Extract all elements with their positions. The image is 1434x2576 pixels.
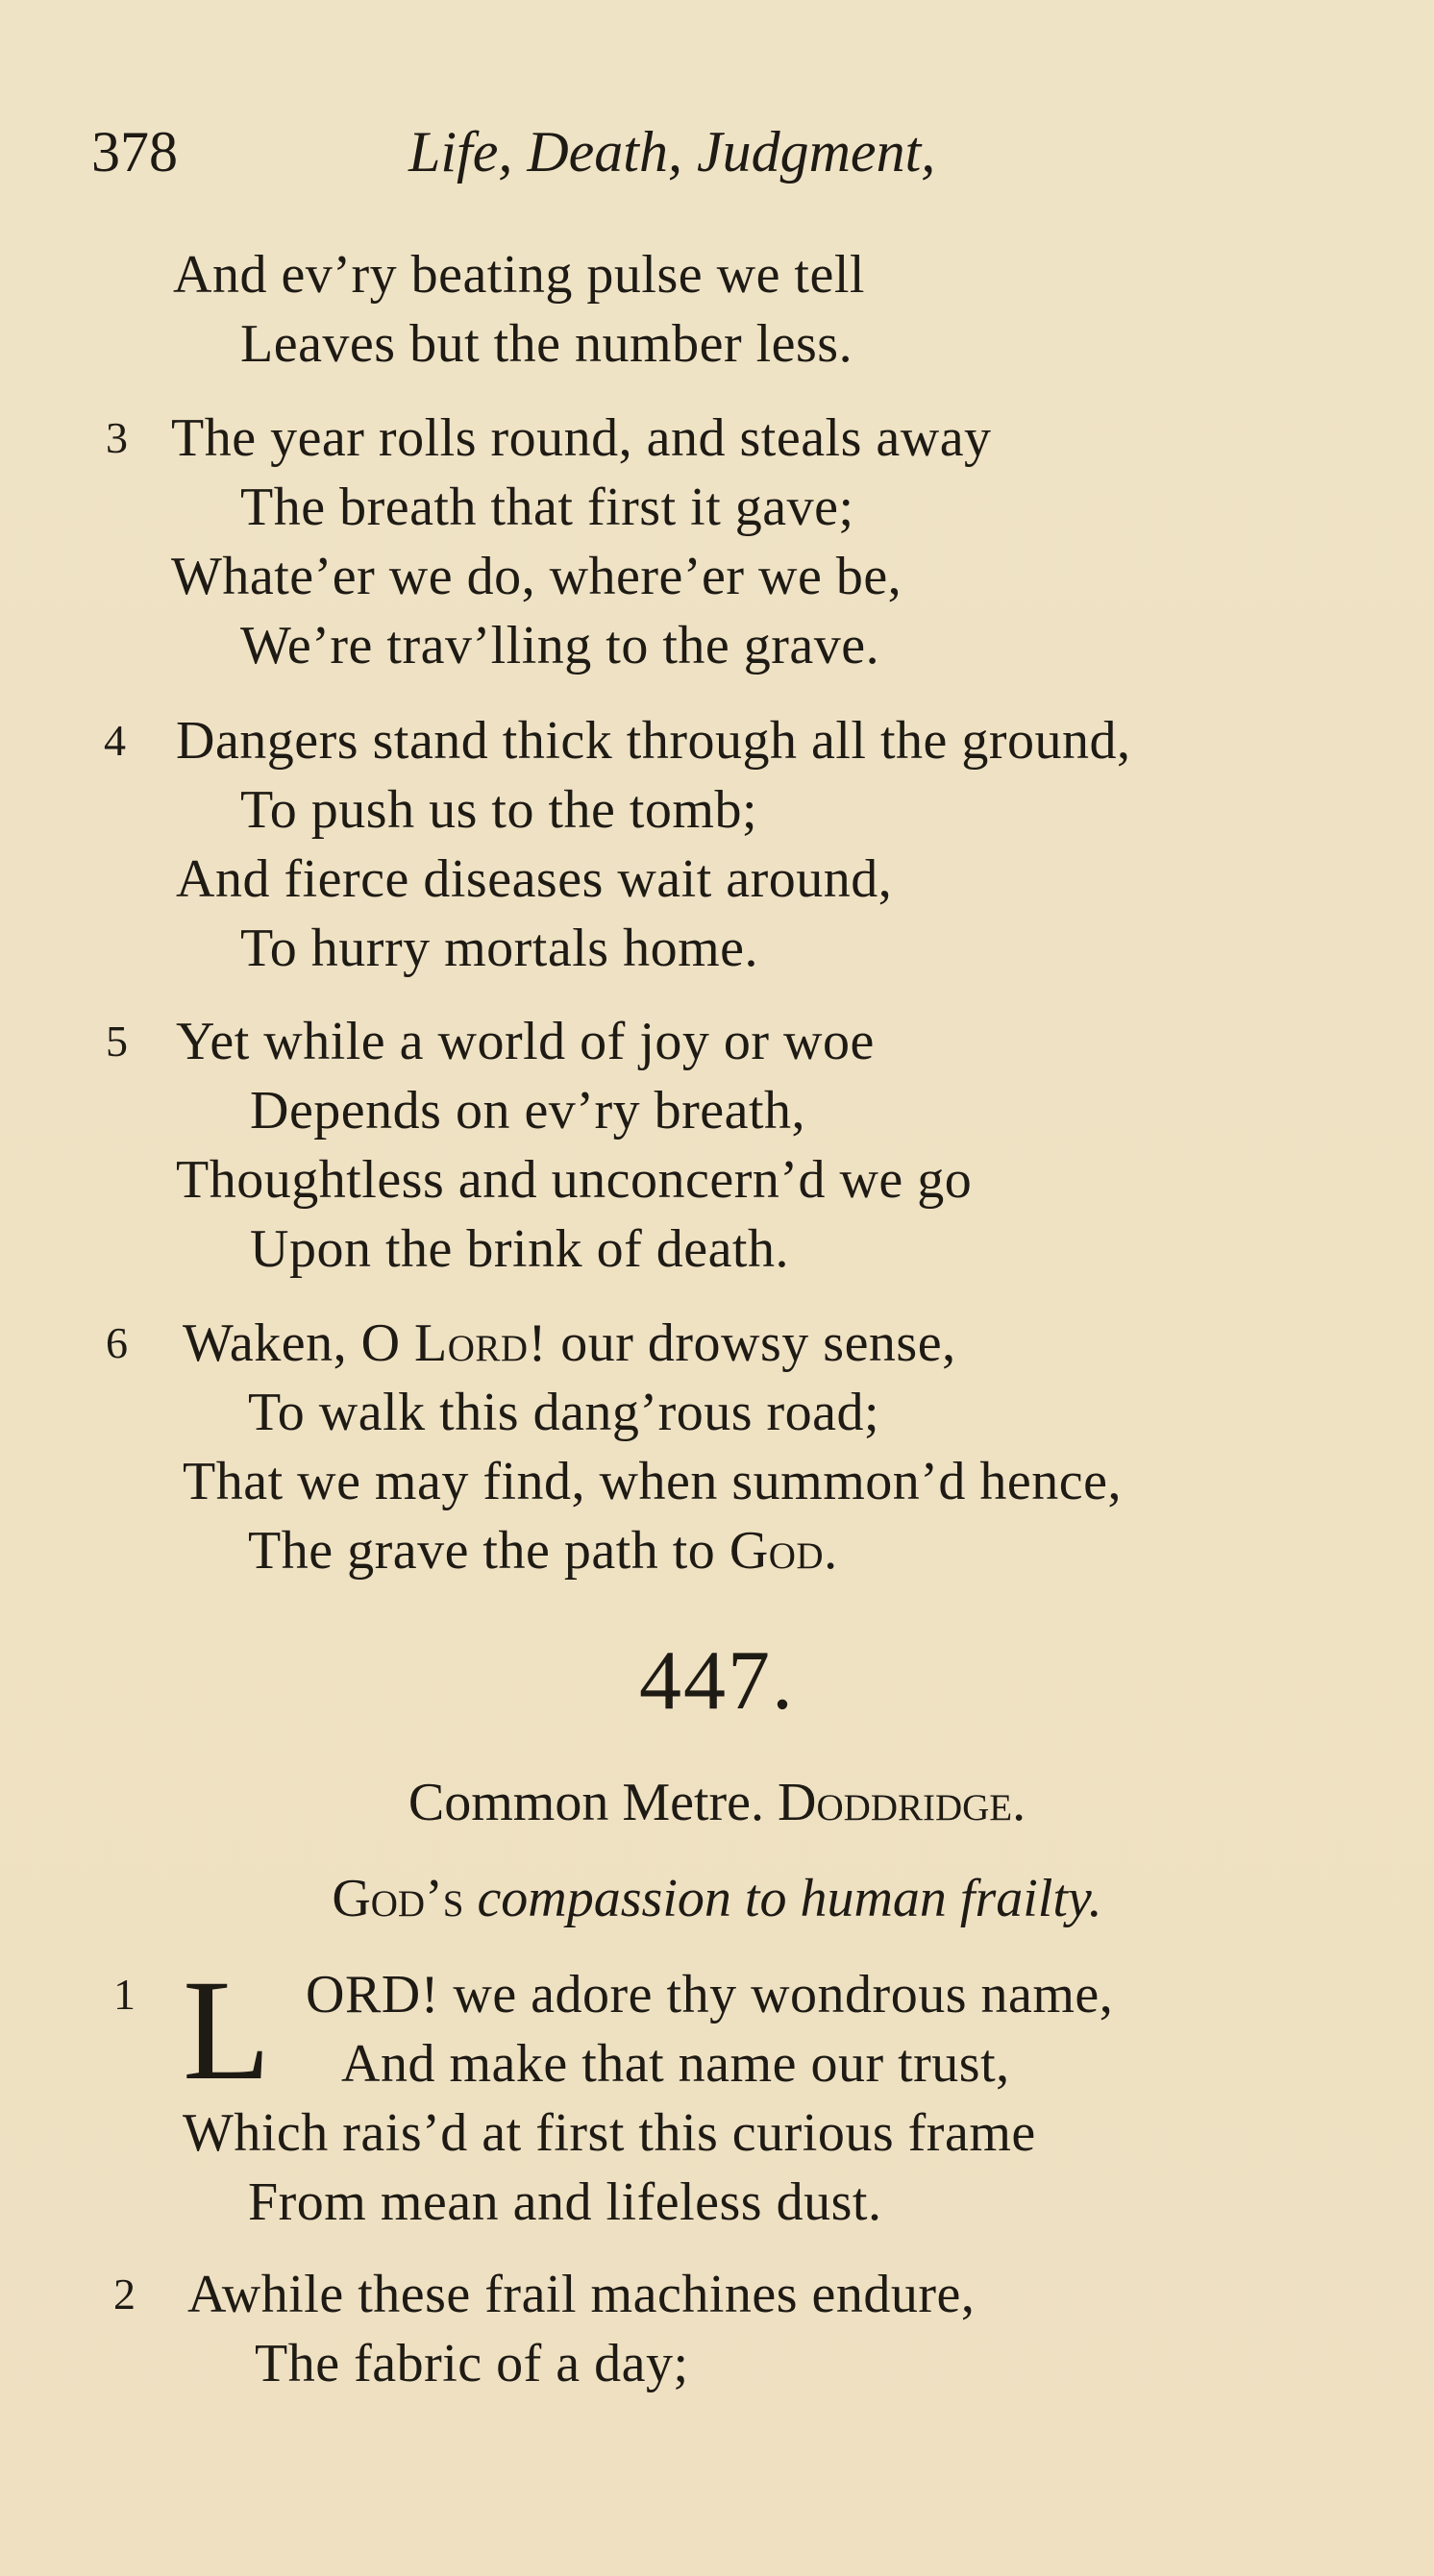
- hymn-line: Depends on ev’ry breath,: [250, 1081, 806, 1141]
- hymn-line: Whate’er we do, where’er we be,: [171, 547, 902, 606]
- hymn-line: We’re trav’lling to the grave.: [240, 616, 880, 675]
- hymn-line: Yet while a world of joy or woe: [176, 1012, 875, 1071]
- verse-number: 1: [113, 1970, 136, 2019]
- meter-label: Common Metre.: [408, 1773, 765, 1832]
- running-title: Life, Death, Judgment,: [408, 120, 936, 184]
- hymn-author: Doddridge.: [778, 1773, 1026, 1832]
- hymn-line: And make that name our trust,: [341, 2034, 1010, 2094]
- hymn-line: The fabric of a day;: [255, 2334, 689, 2393]
- verse-number: 4: [104, 716, 126, 765]
- verse-number: 3: [106, 413, 128, 462]
- verse-number: 5: [106, 1017, 128, 1066]
- hymn-subject: [0, 1864, 1434, 1933]
- hymn-line: And ev’ry beating pulse we tell: [173, 245, 865, 305]
- hymn-line: From mean and lifeless dust.: [248, 2172, 882, 2232]
- subject-prefix: God’s: [332, 1869, 464, 1928]
- drop-cap: L: [183, 1950, 271, 2110]
- hymn-line: Thoughtless and unconcern’d we go: [176, 1150, 973, 1210]
- verse-number: 6: [106, 1318, 128, 1367]
- hymn-line: Waken, O Lord! our drowsy sense,: [183, 1313, 956, 1373]
- hymn-meter: [0, 1768, 1434, 1837]
- hymn-line: The grave the path to God.: [248, 1521, 838, 1581]
- hymn-line: That we may find, when summon’d hence,: [183, 1452, 1122, 1511]
- hymn-line: Dangers stand thick through all the ground,: [176, 711, 1131, 771]
- hymn-line: ORD! we adore thy wondrous name,: [306, 1965, 1114, 2024]
- hymn-line: Awhile these frail machines endure,: [187, 2265, 976, 2324]
- hymn-line: The year rolls round, and steals away: [171, 408, 992, 468]
- hymn-line: The breath that first it gave;: [240, 478, 854, 537]
- verse-number: 2: [113, 2269, 136, 2318]
- hymn-line: To push us to the tomb;: [240, 780, 758, 840]
- hymn-line: And fierce diseases wait around,: [176, 849, 893, 909]
- hymn-line: To hurry mortals home.: [240, 919, 758, 978]
- hymn-line: To walk this dang’rous road;: [248, 1383, 880, 1442]
- hymn-line: Upon the brink of death.: [250, 1219, 789, 1279]
- hymn-number: 447.: [639, 1634, 795, 1728]
- hymn-line: Leaves but the number less.: [240, 314, 853, 374]
- running-header: [91, 113, 1341, 190]
- hymn-line: Which rais’d at first this curious frame: [183, 2103, 1036, 2163]
- page-number: 378: [91, 120, 178, 184]
- subject-text: compassion to human frailty.: [477, 1869, 1102, 1928]
